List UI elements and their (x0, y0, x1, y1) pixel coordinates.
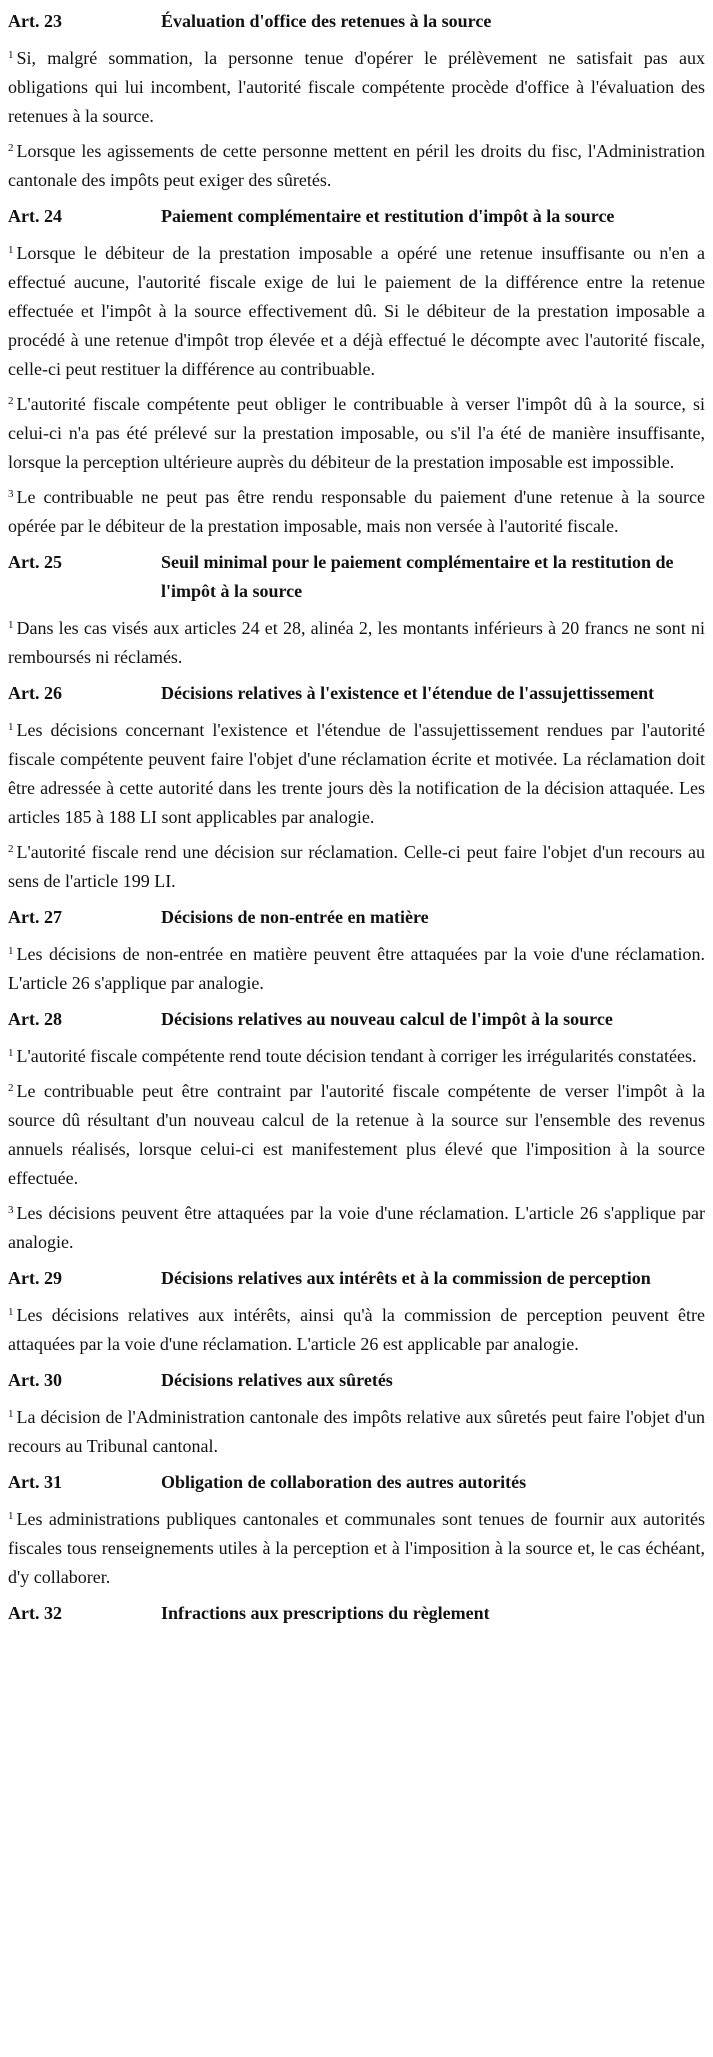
document-body (0, 7, 713, 1628)
article-28 (8, 1005, 705, 1257)
article-number: Art. 32 (8, 1603, 62, 1623)
article-title: Paiement complémentaire et restitution d'impôt à la source (161, 206, 615, 226)
paragraph (8, 239, 705, 384)
article-heading (8, 7, 705, 36)
paragraph-number: 1 (8, 49, 14, 61)
paragraph-text: Lorsque le débiteur de la prestation imposable a opéré une retenue insuffisante ou n'en a effectué aucune, l'autorité fiscale exige de lui le paiement de la différence entre la retenue effectuée et l'impôt à la source effectivement dû. Si le débiteur de la prestation imposable a procédé à une retenue d'impôt trop élevée et a déjà effectué le décompte avec l'autorité fiscale, celle-ci peut restituer la différence au contribuable. (8, 243, 705, 379)
paragraph (8, 1301, 705, 1359)
paragraph-number: 1 (8, 1047, 14, 1059)
paragraph-text: Les décisions relatives aux intérêts, ainsi qu'à la commission de perception peuvent être attaquées par la voie d'une réclamation. L'article 26 est applicable par analogie. (8, 1305, 705, 1354)
paragraph-number: 1 (8, 945, 14, 957)
article-heading (8, 903, 705, 932)
paragraph-text: Les décisions concernant l'existence et l'étendue de l'assujettissement rendues par l'autorité fiscale compétente peuvent faire l'objet d'une réclamation écrite et motivée. La réclamation doit être adressée à cette autorité dans les trente jours dès la notification de la décision attaquée. Les articles 185 à 188 LI sont applicables par analogie. (8, 720, 705, 827)
paragraph-number: 3 (8, 488, 14, 500)
article-27 (8, 903, 705, 998)
paragraph (8, 1199, 705, 1257)
paragraph (8, 940, 705, 998)
paragraph-number: 1 (8, 619, 14, 631)
article-23 (8, 7, 705, 195)
article-24 (8, 202, 705, 541)
paragraph-text: Si, malgré sommation, la personne tenue d'opérer le prélèvement ne satisfait pas aux obligations qui lui incombent, l'autorité fiscale compétente procède d'office à l'évaluation des retenues à la source. (8, 48, 705, 126)
paragraph-text: L'autorité fiscale compétente peut obliger le contribuable à verser l'impôt dû à la source, si celui-ci n'a pas été prélevé sur la prestation imposable, ou s'il l'a été de manière insuffisante, lorsque la perception ultérieure auprès du débiteur de la prestation imposable est impossible. (8, 394, 705, 472)
paragraph-number: 2 (8, 1082, 14, 1094)
paragraph (8, 1403, 705, 1461)
paragraph (8, 1042, 705, 1071)
paragraph-number: 3 (8, 1204, 14, 1216)
paragraph-text: Lorsque les agissements de cette personne mettent en péril les droits du fisc, l'Administration cantonale des impôts peut exiger des sûretés. (8, 141, 705, 190)
paragraph-text: Le contribuable ne peut pas être rendu responsable du paiement d'une retenue à la source opérée par le débiteur de la prestation imposable, mais non versée à l'autorité fiscale. (8, 487, 705, 536)
article-heading (8, 202, 705, 231)
article-title: Évaluation d'office des retenues à la source (161, 11, 492, 31)
paragraph (8, 716, 705, 832)
article-title: Décisions relatives à l'existence et l'étendue de l'assujettissement (161, 683, 655, 703)
paragraph-number: 1 (8, 1306, 14, 1318)
article-30 (8, 1366, 705, 1461)
article-26 (8, 679, 705, 896)
paragraph (8, 390, 705, 477)
article-number: Art. 28 (8, 1009, 62, 1029)
paragraph-number: 1 (8, 1510, 14, 1522)
article-heading (8, 548, 705, 606)
paragraph-text: Les décisions de non-entrée en matière peuvent être attaquées par la voie d'une réclamation. L'article 26 s'applique par analogie. (8, 944, 705, 993)
paragraph-number: 2 (8, 843, 14, 855)
article-number: Art. 30 (8, 1370, 62, 1390)
article-number: Art. 24 (8, 206, 62, 226)
paragraph (8, 137, 705, 195)
article-heading (8, 679, 705, 708)
paragraph (8, 1077, 705, 1193)
article-title: Décisions relatives aux sûretés (161, 1370, 393, 1390)
article-title: Décisions relatives aux intérêts et à la commission de perception (161, 1268, 651, 1288)
paragraph-number: 2 (8, 142, 14, 154)
paragraph-text: L'autorité fiscale rend une décision sur réclamation. Celle-ci peut faire l'objet d'un recours au sens de l'article 199 LI. (8, 842, 705, 891)
article-25 (8, 548, 705, 672)
article-31 (8, 1468, 705, 1592)
article-32 (8, 1599, 705, 1628)
article-number: Art. 31 (8, 1472, 62, 1492)
article-title: Décisions de non-entrée en matière (161, 907, 429, 927)
article-heading (8, 1366, 705, 1395)
paragraph-text: Les administrations publiques cantonales et communales sont tenues de fournir aux autorités fiscales tous renseignements utiles à la perception et à l'imposition à la source et, le cas échéant, d'y collaborer. (8, 1509, 705, 1587)
paragraph (8, 614, 705, 672)
paragraph (8, 1505, 705, 1592)
article-title: Obligation de collaboration des autres autorités (161, 1472, 527, 1492)
article-number: Art. 25 (8, 552, 62, 572)
article-heading (8, 1005, 705, 1034)
paragraph-text: Les décisions peuvent être attaquées par la voie d'une réclamation. L'article 26 s'applique par analogie. (8, 1203, 705, 1252)
paragraph (8, 44, 705, 131)
article-number: Art. 23 (8, 11, 62, 31)
paragraph (8, 838, 705, 896)
paragraph-text: Le contribuable peut être contraint par l'autorité fiscale compétente de verser l'impôt à la source dû résultant d'un nouveau calcul de la retenue à la source sur l'ensemble des revenus annuels réalisés, lorsque celui-ci est manifestement plus élevé que l'imposition à la source effectuée. (8, 1081, 705, 1188)
paragraph-number: 2 (8, 395, 14, 407)
paragraph-text: L'autorité fiscale compétente rend toute décision tendant à corriger les irrégularités constatées. (16, 1046, 697, 1066)
article-title: Seuil minimal pour le paiement complémentaire et la restitution de l'impôt à la source (161, 552, 674, 601)
article-heading (8, 1264, 705, 1293)
article-number: Art. 26 (8, 683, 62, 703)
article-29 (8, 1264, 705, 1359)
article-title: Infractions aux prescriptions du règlement (161, 1603, 490, 1623)
paragraph-number: 1 (8, 244, 14, 256)
article-title: Décisions relatives au nouveau calcul de l'impôt à la source (161, 1009, 613, 1029)
article-number: Art. 29 (8, 1268, 62, 1288)
paragraph-number: 1 (8, 1408, 14, 1420)
article-heading (8, 1468, 705, 1497)
article-number: Art. 27 (8, 907, 62, 927)
article-heading (8, 1599, 705, 1628)
paragraph (8, 483, 705, 541)
paragraph-number: 1 (8, 721, 14, 733)
paragraph-text: Dans les cas visés aux articles 24 et 28, alinéa 2, les montants inférieurs à 20 francs ne sont ni remboursés ni réclamés. (8, 618, 705, 667)
paragraph-text: La décision de l'Administration cantonale des impôts relative aux sûretés peut faire l'objet d'un recours au Tribunal cantonal. (8, 1407, 705, 1456)
